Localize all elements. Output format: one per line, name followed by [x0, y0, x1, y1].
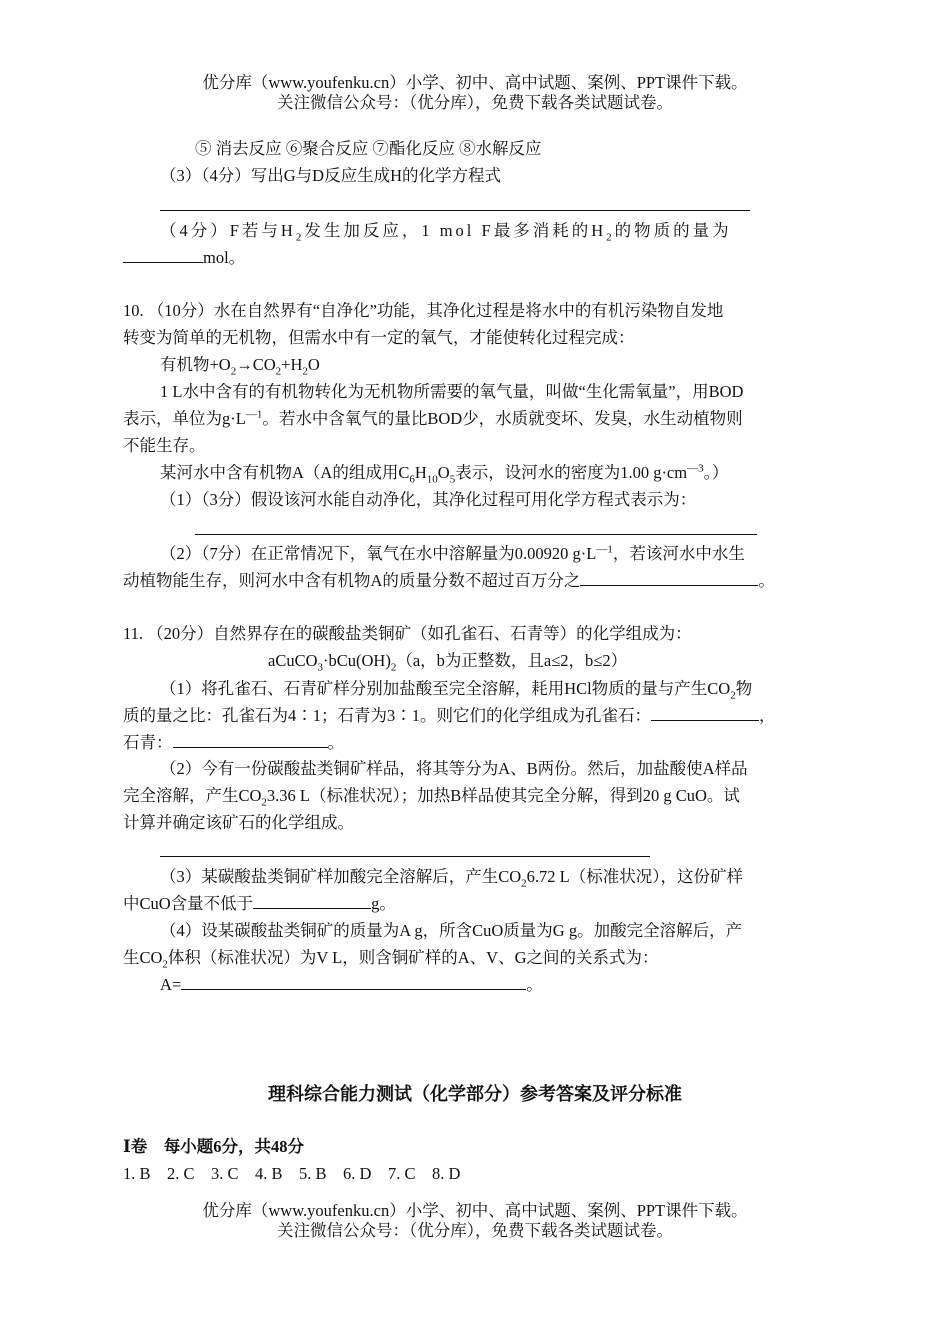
q11-part1-line-1: （1）将孔雀石、石青矿样分别加盐酸至完全溶解，耗用HCl物质的量与产生$CO_2$物 — [160, 679, 753, 702]
q11-formula: $aCuCO_3\cdot bCu(OH)_2(a$，b为正整数，且a≤2，b≤2） — [268, 651, 628, 674]
q10-line-1: 10. （10分）水在自然界有“自净化”功能，其净化过程是将水中的有机污染物自发地 — [123, 301, 724, 320]
q11-part3-line-2: 中CuO含量不低于 g。 — [123, 894, 396, 913]
answers-section-heading: Ⅰ卷 每小题6分，共48分 — [123, 1137, 304, 1156]
q10-part1: （1）（3分）假设该河水能自动净化，其净化过程可用化学方程式表示为： — [160, 490, 697, 509]
q9-part3: （3）（4分）写出G与D反应生成H的化学方程式 — [160, 166, 501, 185]
q11-part4-line-1: （4）设某碳酸盐类铜矿的质量为A g，所含CuO质量为G g。加酸完全溶解后，产 — [160, 921, 743, 940]
q11-line-1: 11. （20分）自然界存在的碳酸盐类铜矿（如孔雀石、石青等）的化学组成为： — [123, 624, 692, 643]
answers-list: 1. B 2. C 3. C 4. B 5. B 6. D 7. C 8. D — [123, 1164, 461, 1183]
q10-line-5: 表示，单位为$g\cdot L^{—1}$。若水中含氧气的量比BOD少，水质就变坏、发臭，水生动植物则 — [123, 408, 743, 428]
footer-line-1: 优分库（www.youfenku.cn）小学、初中、高中试题、案例、PPT课件下载。 — [202, 1201, 748, 1220]
header-line-1: 优分库（www.youfenku.cn）小学、初中、高中试题、案例、PPT课件下载。 — [202, 73, 748, 92]
q11-part4-line-2: 生$CO_2$体积（标准状况）为V L，则含铜矿样的A、V、G之间的关系式为： — [123, 948, 659, 971]
q10-line-7: 某河水中含有机物A（A的组成用$C_6H_{10}O_5$表示，设河水的密度为1.00 $g\cdot cm^{—3}$。） — [160, 462, 729, 486]
header-line-2: 关注微信公众号：（优分库），免费下载各类试题试卷。 — [277, 93, 673, 112]
q11-part3-line-1: （3）某碳酸盐类铜矿样加酸完全溶解后，产生$CO_26.72$ L（标准状况），这份矿样 — [160, 867, 744, 890]
q10-part2-line-1: （2）（7分）在正常情况下，氧气在水中溶解量为0.00920 $g\cdot L^{—1}$，若该河水中水生 — [160, 543, 745, 563]
q9-options: ⑤ 消去反应 ⑥聚合反应 ⑦酯化反应 ⑧水解反应 — [195, 139, 542, 158]
q10-equation: 有机物$+O_2\to CO_2+H_2O$ — [160, 355, 320, 378]
q11-part2-line-2: 完全溶解，产生$CO_23.36$ L（标准状况）；加热B样品使其完全分解，得到20 g CuO。试 — [123, 786, 740, 809]
q9-part4-blank: mol。 — [123, 247, 245, 269]
q11-part2-line-1: （2）今有一份碳酸盐类铜矿样品，将其等分为A、B两份。然后，加盐酸使A样品 — [160, 759, 748, 778]
q11-part1-line-2: 质的量之比：孔雀石为4∶1；石青为3∶1。则它们的化学组成为孔雀石： ， — [123, 706, 776, 725]
q10-part2-line-2: 动植物能生存，则河水中含有机物A的质量分数不超过百万分之 。 — [123, 571, 775, 590]
answers-title: 理科综合能力测试（化学部分）参考答案及评分标准 — [268, 1084, 682, 1104]
q10-line-2: 转变为简单的无机物，但需水中有一定的氧气，才能使转化过程完成： — [123, 328, 635, 347]
q9-part3-answer-line — [160, 210, 750, 211]
footer-line-2: 关注微信公众号：（优分库），免费下载各类试题试卷。 — [277, 1221, 673, 1240]
q11-part4-line-3: A= 。 — [160, 975, 543, 994]
q10-part1-answer-line — [195, 534, 757, 535]
q9-part4: （4分）F若与$H_2$发生加反应，1 mol F最多消耗的$H_2$的物质的量为 — [160, 221, 732, 244]
q11-part2-line-3: 计算并确定该矿石的化学组成。 — [123, 813, 354, 832]
q10-line-4: 1 L水中含有的有机物转化为无机物所需要的氧气量，叫做“生化需氧量”，用BOD — [160, 382, 744, 401]
q11-part2-answer-line — [160, 856, 650, 857]
q10-line-6: 不能生存。 — [123, 436, 206, 455]
q11-part1-line-3: 石青： 。 — [123, 733, 344, 752]
